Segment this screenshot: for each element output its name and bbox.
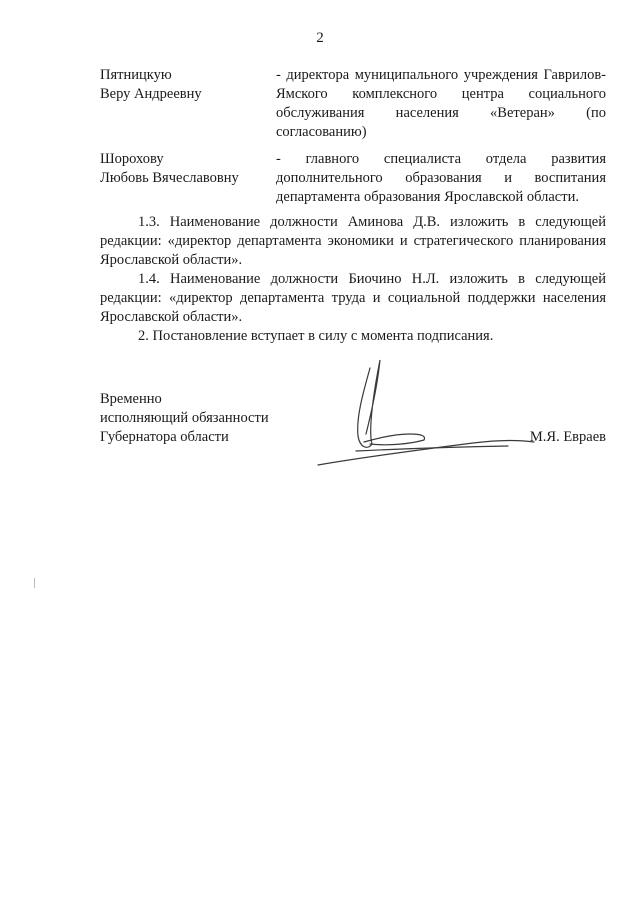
signer-title-line: Губернатора области [100, 429, 229, 445]
scan-mark [34, 578, 35, 588]
clause-paragraph: 2. Постановление вступает в силу с момента подписания. [138, 328, 494, 344]
signer-title-line: исполняющий обязанности [100, 410, 269, 426]
signature-block [100, 390, 606, 447]
signer-name: М.Я. Евраев [529, 429, 606, 445]
member-name-line: Пятницкую [100, 67, 172, 83]
member-name-line: Шорохову [100, 151, 164, 167]
clause-paragraph: 1.4. Наименование должности Биочино Н.Л. изложить в следующей редакции: «директор департамента труда и социальной поддержки населения Ярославской области». [100, 271, 606, 325]
member-name [100, 66, 265, 104]
clauses-section [100, 213, 606, 346]
member-name-line: Любовь Вячеславовну [100, 170, 239, 186]
member-role: - директора муниципального учреждения Гаврилов-Ямского комплексного центра социального обслуживания населения «Ветеран» (по согласованию) [276, 67, 606, 140]
page-number: 2 [316, 30, 324, 46]
member-name-line: Веру Андреевну [100, 86, 202, 102]
clause-paragraph: 1.3. Наименование должности Аминова Д.В. изложить в следующей редакции: «директор департамента экономики и стратегического планирования Ярославской области». [100, 214, 606, 268]
member-name [100, 150, 265, 188]
member-role: - главного специалиста отдела развития дополнительного образования и воспитания департамента образования Ярославской области. [276, 151, 606, 205]
signer-title-line: Временно [100, 391, 162, 407]
